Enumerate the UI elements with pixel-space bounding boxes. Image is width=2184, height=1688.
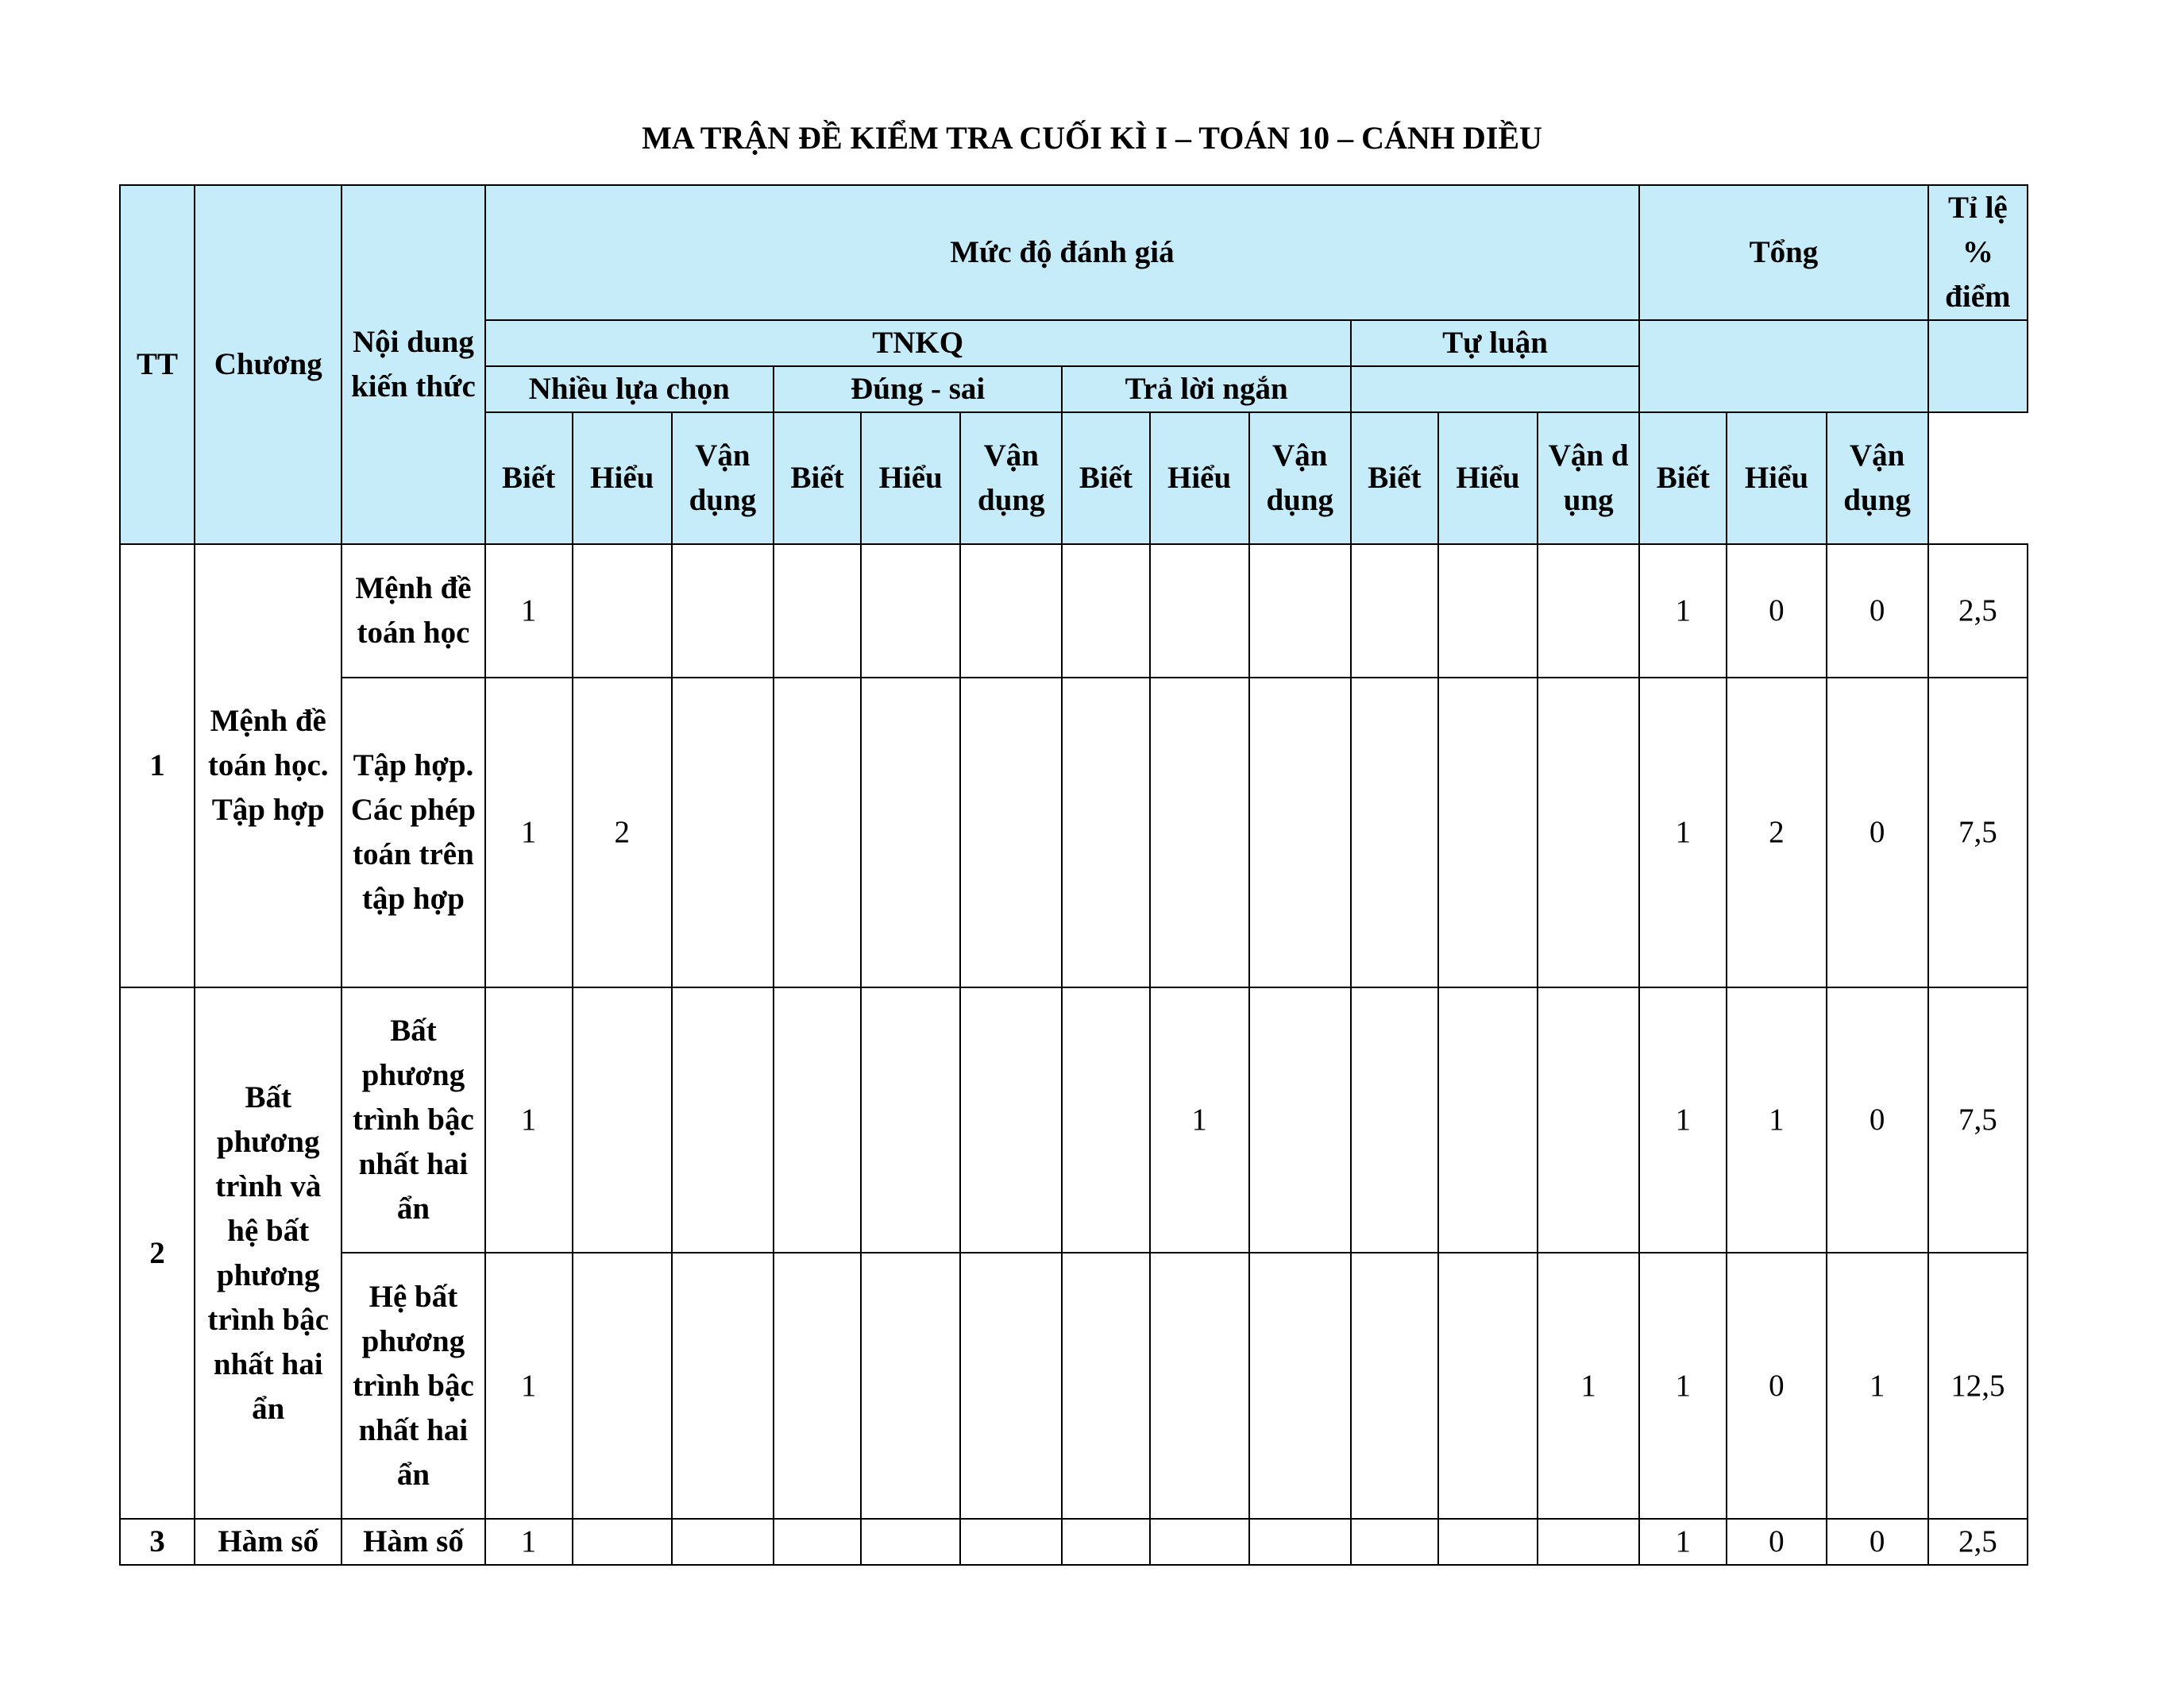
header-tong: Tổng bbox=[1639, 185, 1927, 320]
row-ti-le: 7,5 bbox=[1928, 678, 2028, 987]
table-cell bbox=[861, 1519, 960, 1565]
table-cell: 0 bbox=[1827, 544, 1928, 678]
table-cell bbox=[1249, 1253, 1351, 1519]
table-cell bbox=[774, 1253, 861, 1519]
table-cell bbox=[960, 1519, 1062, 1565]
table-row bbox=[120, 678, 2028, 987]
table-cell bbox=[1062, 1519, 1149, 1565]
table-cell bbox=[1351, 1253, 1438, 1519]
table-cell: 1 bbox=[1639, 987, 1727, 1253]
level-header: Hiểu bbox=[573, 412, 672, 544]
table-cell bbox=[1150, 1253, 1249, 1519]
table-cell bbox=[573, 1519, 672, 1565]
table-row bbox=[120, 1519, 2028, 1565]
level-header: Biết bbox=[774, 412, 861, 544]
table-cell bbox=[672, 1519, 774, 1565]
row-tt: 2 bbox=[120, 987, 195, 1519]
level-header: Biết bbox=[1639, 412, 1727, 544]
row-ti-le: 2,5 bbox=[1928, 544, 2028, 678]
table-cell bbox=[1351, 678, 1438, 987]
header-noi-dung: Nội dung kiến thức bbox=[341, 185, 484, 544]
table-cell: 1 bbox=[485, 1253, 573, 1519]
table-cell bbox=[1438, 987, 1538, 1253]
table-cell bbox=[1150, 544, 1249, 678]
table-cell bbox=[861, 544, 960, 678]
level-header: Hiểu bbox=[1150, 412, 1249, 544]
row-ti-le: 12,5 bbox=[1928, 1253, 2028, 1519]
table-cell bbox=[861, 1253, 960, 1519]
level-header: Hiểu bbox=[1727, 412, 1826, 544]
level-header: Biết bbox=[1062, 412, 1149, 544]
table-cell bbox=[1249, 1519, 1351, 1565]
table-cell: 0 bbox=[1827, 1519, 1928, 1565]
table-cell bbox=[1538, 987, 1639, 1253]
table-cell bbox=[573, 987, 672, 1253]
header-muc-do-danh-gia: Mức độ đánh giá bbox=[485, 185, 1640, 320]
table-cell bbox=[672, 1253, 774, 1519]
table-cell bbox=[1351, 1519, 1438, 1565]
table-cell bbox=[672, 678, 774, 987]
table-cell: 0 bbox=[1827, 987, 1928, 1253]
table-cell bbox=[1150, 1519, 1249, 1565]
level-header: Vận dụng bbox=[1538, 412, 1639, 544]
header-tong-blank bbox=[1639, 320, 1927, 412]
header-chuong: Chương bbox=[195, 185, 341, 544]
header-nhieu-lua-chon: Nhiều lựa chọn bbox=[485, 366, 774, 412]
table-cell bbox=[1062, 678, 1149, 987]
level-header: Hiểu bbox=[861, 412, 960, 544]
table-cell: 0 bbox=[1827, 678, 1928, 987]
row-noi-dung: Tập hợp. Các phép toán trên tập hợp bbox=[341, 678, 484, 987]
header-ti-le: Tỉ lệ % điểm bbox=[1928, 185, 2028, 320]
header-tt: TT bbox=[120, 185, 195, 544]
table-cell bbox=[1249, 544, 1351, 678]
row-noi-dung: Bất phương trình bậc nhất hai ẩn bbox=[341, 987, 484, 1253]
table-cell bbox=[1538, 544, 1639, 678]
table-cell bbox=[1351, 987, 1438, 1253]
table-cell bbox=[861, 987, 960, 1253]
row-noi-dung: Hàm số bbox=[341, 1519, 484, 1565]
level-header: Vận dụng bbox=[672, 412, 774, 544]
row-chuong: Bất phương trình và hệ bất phương trình bậc nhất hai ẩn bbox=[195, 987, 341, 1519]
table-cell: 1 bbox=[485, 987, 573, 1253]
row-tt: 1 bbox=[120, 544, 195, 987]
level-header: Vận dụng bbox=[1827, 412, 1928, 544]
table-cell: 0 bbox=[1727, 544, 1826, 678]
table-cell: 2 bbox=[573, 678, 672, 987]
table-cell bbox=[1438, 1253, 1538, 1519]
document-title: MA TRẬN ĐỀ KIỂM TRA CUỐI KÌ I – TOÁN 10 – CÁNH DIỀU bbox=[642, 120, 1542, 156]
table-cell bbox=[1538, 1519, 1639, 1565]
table-cell bbox=[1062, 1253, 1149, 1519]
level-header: Biết bbox=[485, 412, 573, 544]
table-cell bbox=[774, 544, 861, 678]
table-cell bbox=[573, 544, 672, 678]
header-ti-le-blank bbox=[1928, 320, 2028, 412]
table-cell bbox=[1438, 678, 1538, 987]
table-cell bbox=[672, 544, 774, 678]
level-header: Biết bbox=[1351, 412, 1438, 544]
table-cell bbox=[1438, 544, 1538, 678]
table-cell: 1 bbox=[485, 1519, 573, 1565]
table-cell bbox=[1538, 678, 1639, 987]
table-cell bbox=[1249, 987, 1351, 1253]
table-cell: 1 bbox=[485, 678, 573, 987]
table-cell bbox=[960, 678, 1062, 987]
table-cell bbox=[861, 678, 960, 987]
table-row bbox=[120, 1253, 2028, 1519]
table-cell bbox=[960, 987, 1062, 1253]
row-tt: 3 bbox=[120, 1519, 195, 1565]
header-tu-luan-blank bbox=[1351, 366, 1639, 412]
table-cell bbox=[1150, 678, 1249, 987]
header-tnkq: TNKQ bbox=[485, 320, 1351, 366]
level-header: Vận dụng bbox=[1249, 412, 1351, 544]
table-cell bbox=[573, 1253, 672, 1519]
table-cell: 1 bbox=[1639, 544, 1727, 678]
table-row bbox=[120, 987, 2028, 1253]
table-cell: 1 bbox=[485, 544, 573, 678]
row-chuong: Hàm số bbox=[195, 1519, 341, 1565]
table-cell: 0 bbox=[1727, 1519, 1826, 1565]
table-cell: 1 bbox=[1639, 678, 1727, 987]
row-noi-dung: Hệ bất phương trình bậc nhất hai ẩn bbox=[341, 1253, 484, 1519]
assessment-matrix-table bbox=[119, 184, 2028, 1566]
table-cell bbox=[774, 678, 861, 987]
table-cell: 2 bbox=[1727, 678, 1826, 987]
level-header: Vận dụng bbox=[960, 412, 1062, 544]
table-cell bbox=[1249, 678, 1351, 987]
table-cell bbox=[1062, 544, 1149, 678]
header-tra-loi-ngan: Trả lời ngắn bbox=[1062, 366, 1350, 412]
level-header: Hiểu bbox=[1438, 412, 1538, 544]
table-cell bbox=[774, 1519, 861, 1565]
table-cell: 1 bbox=[1639, 1253, 1727, 1519]
table-cell bbox=[1062, 987, 1149, 1253]
table-cell: 1 bbox=[1727, 987, 1826, 1253]
table-cell: 1 bbox=[1827, 1253, 1928, 1519]
table-row bbox=[120, 544, 2028, 678]
table-cell bbox=[1438, 1519, 1538, 1565]
header-tu-luan: Tự luận bbox=[1351, 320, 1639, 366]
table-cell bbox=[960, 1253, 1062, 1519]
table-cell: 0 bbox=[1727, 1253, 1826, 1519]
table-cell bbox=[774, 987, 861, 1253]
row-noi-dung: Mệnh đề toán học bbox=[341, 544, 484, 678]
table-cell bbox=[672, 987, 774, 1253]
row-chuong: Mệnh đề toán học. Tập hợp bbox=[195, 544, 341, 987]
table-cell: 1 bbox=[1639, 1519, 1727, 1565]
table-cell bbox=[1351, 544, 1438, 678]
header-dung-sai: Đúng - sai bbox=[774, 366, 1062, 412]
table-cell: 1 bbox=[1150, 987, 1249, 1253]
row-ti-le: 2,5 bbox=[1928, 1519, 2028, 1565]
row-ti-le: 7,5 bbox=[1928, 987, 2028, 1253]
table-cell: 1 bbox=[1538, 1253, 1639, 1519]
table-cell bbox=[960, 544, 1062, 678]
